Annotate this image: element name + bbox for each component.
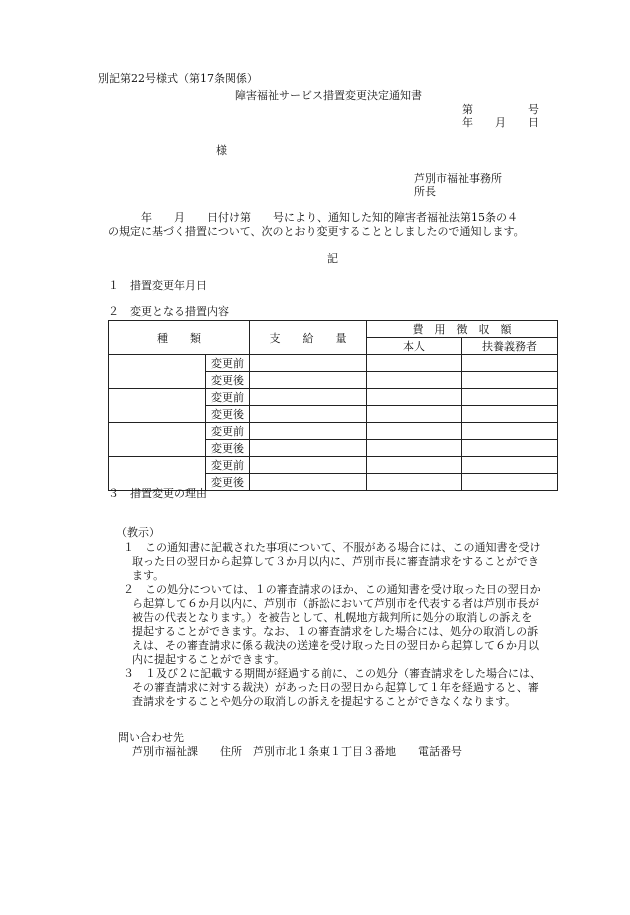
ki-heading: 記 [327, 252, 338, 265]
amount-cell [250, 372, 367, 389]
supporter-fee-cell [462, 440, 558, 457]
col-fee-header: 費 用 徴 収 額 [367, 321, 558, 338]
measures-table [108, 320, 558, 491]
supporter-fee-cell [462, 457, 558, 474]
kind-cell [109, 355, 206, 389]
person-fee-cell [367, 474, 462, 491]
col-kind-header: 種 類 [109, 321, 250, 355]
col-supporter-header: 扶養義務者 [462, 338, 558, 355]
table-row [109, 389, 558, 406]
col-person-header: 本人 [367, 338, 462, 355]
notice-line: ら起算して６か月以内に、芦別市（訴訟において芦別市を代表する者は芦別市長が [132, 597, 539, 610]
notice-line: 取った日の翌日から起算して３か月以内に、芦別市長に審査請求をすることができ [132, 555, 539, 568]
person-fee-cell [367, 440, 462, 457]
section-heading: ２ 変更となる措置内容 [108, 305, 229, 318]
sender-title: 所長 [414, 185, 436, 198]
row-label: 変更前 [206, 423, 250, 440]
addressee-honorific: 様 [216, 144, 227, 157]
row-label: 変更後 [206, 474, 250, 491]
document-date: 年 月 日 [462, 116, 539, 129]
notice-line: 提起することができます。なお、１の審査請求をした場合には、処分の取消しの訴 [132, 625, 539, 638]
amount-cell [250, 389, 367, 406]
notice-line: 査請求をすることや処分の取消しの訴えを提起することができなくなります。 [132, 695, 517, 708]
row-label: 変更後 [206, 406, 250, 423]
notice-line: ３ １及び２に記載する期間が経過する前に、この処分（審査請求をした場合には、 [123, 667, 541, 680]
row-label: 変更前 [206, 355, 250, 372]
row-label: 変更前 [206, 457, 250, 474]
person-fee-cell [367, 406, 462, 423]
row-label: 変更後 [206, 372, 250, 389]
person-fee-cell [367, 423, 462, 440]
row-label: 変更前 [206, 389, 250, 406]
amount-cell [250, 457, 367, 474]
kind-cell [109, 423, 206, 457]
notice-line: えは、その審査請求に係る裁決の送達を受け取った日の翌日から起算して６か月以 [132, 639, 539, 652]
body-line: の規定に基づく措置について、次のとおり変更することとしましたので通知します。 [108, 225, 525, 238]
person-fee-cell [367, 457, 462, 474]
table-row [109, 423, 558, 440]
person-fee-cell [367, 372, 462, 389]
amount-cell [250, 474, 367, 491]
notice-line: その審査請求に対する裁決）があった日の翌日から起算して１年を経過すると、審 [132, 681, 539, 694]
supporter-fee-cell [462, 423, 558, 440]
form-label: 別記第22号様式（第17条関係） [98, 72, 258, 85]
supporter-fee-cell [462, 372, 558, 389]
notice-line: ２ この処分については、１の審査請求のほか、この通知書を受け取った日の翌日か [123, 583, 541, 596]
notice-line: ます。 [132, 569, 165, 582]
col-amount-header: 支 給 量 [250, 321, 367, 355]
body-line: 年 月 日付け第 号により、通知した知的障害者福祉法第15条の４ [108, 211, 518, 224]
supporter-fee-cell [462, 355, 558, 372]
amount-cell [250, 423, 367, 440]
table-row [109, 457, 558, 474]
section-heading: １ 措置変更年月日 [108, 279, 207, 292]
sender-office: 芦別市福祉事務所 [414, 172, 502, 185]
document-title: 障害福祉サービス措置変更決定通知書 [235, 89, 422, 102]
amount-cell [250, 406, 367, 423]
table-row [109, 355, 558, 372]
person-fee-cell [367, 389, 462, 406]
section-heading: ３ 措置変更の理由 [108, 487, 207, 500]
contact-heading: 問い合わせ先 [118, 731, 184, 744]
notice-heading: （教示） [116, 526, 160, 539]
contact-line: 芦別市福祉課 住所 芦別市北１条東１丁目３番地 電話番号 [132, 745, 462, 758]
kind-cell [109, 457, 206, 491]
document-number: 第 号 [462, 103, 539, 116]
row-label: 変更後 [206, 440, 250, 457]
amount-cell [250, 440, 367, 457]
supporter-fee-cell [462, 406, 558, 423]
notice-line: 被告の代表となります。）を被告として、札幌地方裁判所に処分の取消しの訴えを [132, 611, 533, 624]
kind-cell [109, 389, 206, 423]
person-fee-cell [367, 355, 462, 372]
notice-line: １ この通知書に記載された事項について、不服がある場合には、この通知書を受け [123, 541, 541, 554]
supporter-fee-cell [462, 389, 558, 406]
notice-line: 内に提起することができます。 [132, 653, 286, 666]
supporter-fee-cell [462, 474, 558, 491]
table-header-row [109, 321, 558, 338]
amount-cell [250, 355, 367, 372]
